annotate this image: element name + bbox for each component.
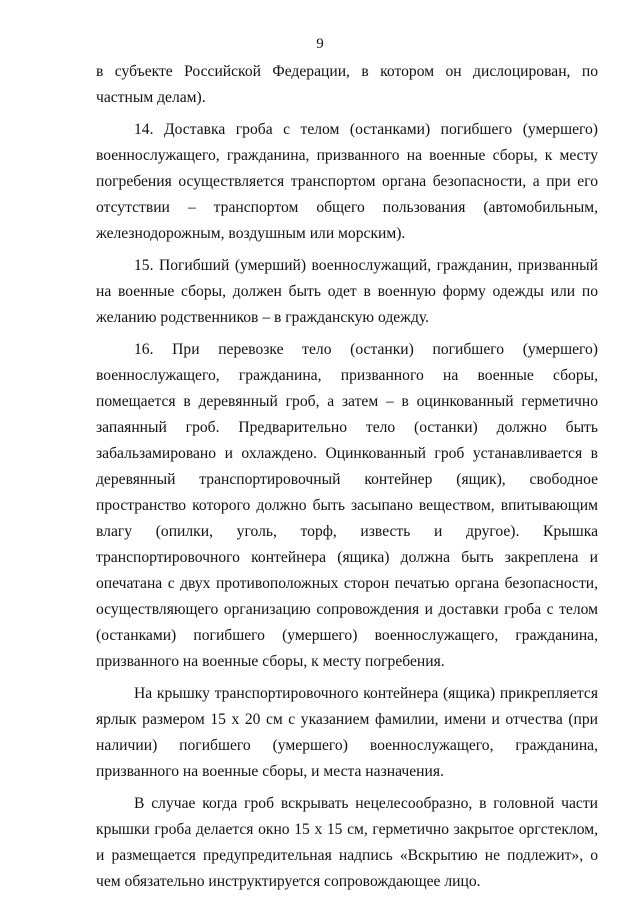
paragraph-window-notice: В случае когда гроб вскрывать нецелесообразно, в головной части крышки гроба делается окно 15 х 15 см, герметично закрытое оргстеклом, и размещается предупредительная надпись «Вскрытию не подлежит», о чем обязательно инструктируется сопровождающее лицо.: [96, 795, 598, 890]
paragraph-15-clothing: 15. Погибший (умерший) военнослужащий, гражданин, призванный на военные сборы, должен быть одет в военную форму одежды или по желанию родственников – в гражданскую одежду.: [96, 257, 598, 326]
paragraph-16-transport-procedure: 16. При перевозке тело (останки) погибшего (умершего) военнослужащего, гражданина, призванного на военные сборы, помещается в деревянный гроб, а затем – в оцинкованный герметично запаянный гроб. Предварительно тело (останки) должно быть забальзамировано и охлаждено. Оцинкованный гроб устанавливается в деревянный транспортировочный контейнер (ящик), свободное пространство которого должно быть засыпано веществом, впитывающим влагу (опилки, уголь, торф, известь и другое). Крышка транспортировочного контейнера (ящика) должна быть закреплена и опечатана с двух противоположных сторон печатью органа безопасности, осуществляющего организацию сопровождения и доставки гроба с телом (останками) погибшего (умершего) военнослужащего, гражданина, призванного на военные сборы, к месту погребения.: [96, 341, 598, 670]
paragraph-label-requirements: На крышку транспортировочного контейнера (ящика) прикрепляется ярлык размером 15 х 20 см с указанием фамилии, имени и отчества (при наличии) погибшего (умершего) военнослужащего, гражданина, призванного на военные сборы, и места назначения.: [96, 685, 598, 780]
page-number: 9: [316, 36, 324, 52]
paragraph-14-coffin-delivery: 14. Доставка гроба с телом (останками) погибшего (умершего) военнослужащего, гражданина, призванного на военные сборы, к месту погребения осуществляется транспортом органа безопасности, а при его отсутствии – транспортом общего пользования (автомобильным, железнодорожным, воздушным или морским).: [96, 121, 598, 242]
document-body: [96, 59, 598, 895]
paragraph-continuation: в субъекте Российской Федерации, в котором он дислоцирован, по частным делам).: [96, 63, 598, 106]
